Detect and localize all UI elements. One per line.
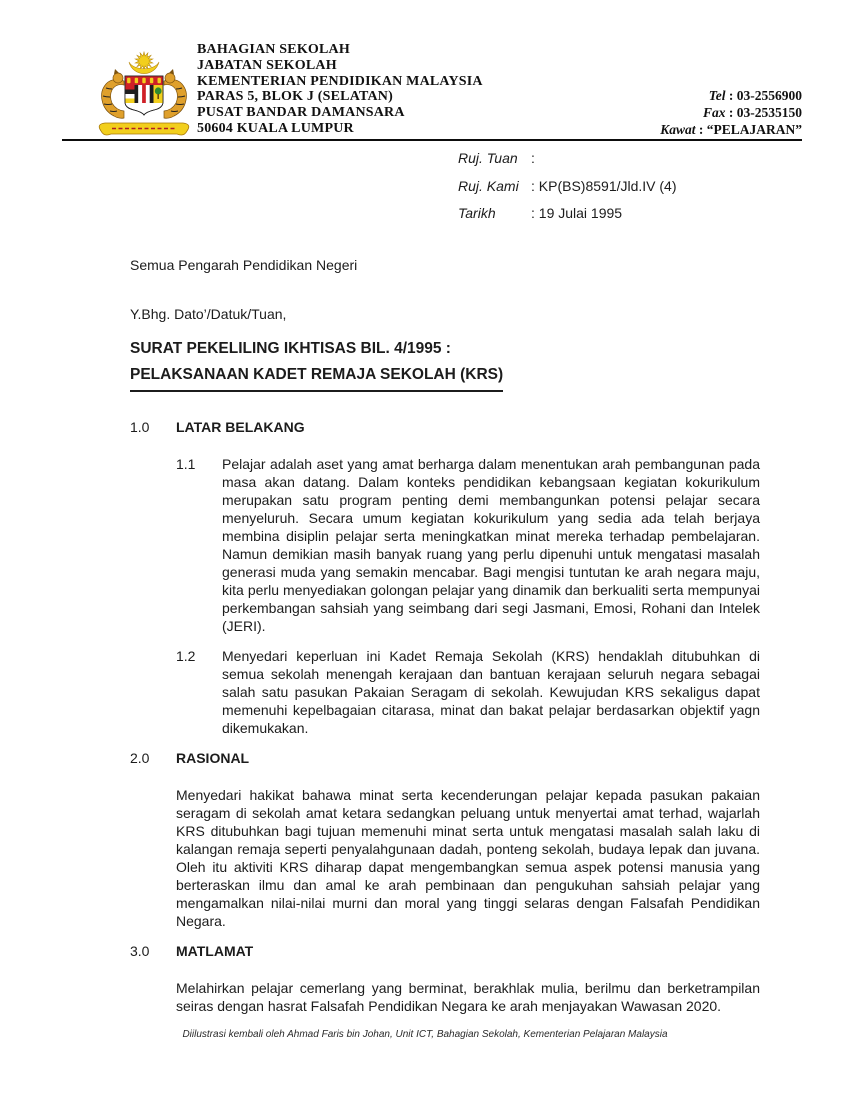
subsection-1-1 — [176, 455, 760, 635]
letterhead-org-line: BAHAGIAN SEKOLAH — [197, 42, 350, 57]
section-3-paragraph: Melahirkan pelajar cemerlang yang berminat, berakhlak mulia, berilmu dan berketrampilan seiras dengan hasrat Falsafah Pendidikan Negara ke arah menjayakan Wawasan 2020. — [176, 980, 760, 1014]
ruj-tuan-value: : — [531, 150, 535, 166]
letterhead-org-line: PUSAT BANDAR DAMANSARA — [197, 105, 405, 121]
ruj-kami-label: Ruj. Kami — [458, 177, 519, 194]
tel-label: Tel — [708, 88, 726, 103]
letterhead-org-block — [197, 42, 483, 137]
header-divider — [62, 139, 802, 141]
letterhead-tel-line — [660, 87, 802, 104]
fax-label: Fax — [702, 105, 726, 120]
fax-value: : 03-2535150 — [725, 105, 802, 120]
letterhead-org-line: PARAS 5, BLOK J (SELATAN) — [197, 89, 393, 105]
subsection-1-2-number: 1.2 — [176, 648, 196, 664]
letterhead-kawat-line — [660, 121, 802, 138]
letterhead-org-line: KEMENTERIAN PENDIDIKAN MALAYSIA — [197, 73, 483, 89]
tarikh-row — [458, 204, 677, 222]
section-2-number: 2.0 — [130, 750, 150, 766]
crest-container — [93, 50, 195, 147]
tarikh-label: Tarikh — [458, 205, 496, 221]
subsection-1-2-text: Menyedari keperluan ini Kadet Remaja Sekolah (KRS) hendaklah ditubuhkan di semua sekolah menengah kerajaan dan bantuan kerajaan seluruh negara sebagai salah satu pasukan Pakaian Seragam di sekolah. Kewujudan KRS sekaligus dapat memenuhi kepelbagaian citarasa, minat dan bakat pelajar berdasarkan objektif yagn dikemukakan. — [222, 648, 760, 736]
ruj-kami-value: : KP(BS)8591/Jld.IV (4) — [531, 177, 677, 194]
section-1-number: 1.0 — [130, 419, 150, 435]
crest-star — [135, 52, 153, 70]
malaysia-coat-of-arms-icon — [93, 50, 195, 147]
salutation-line: Y.Bhg. Dato’/Datuk/Tuan, — [130, 306, 287, 322]
section-1-heading: LATAR BELAKANG — [176, 419, 305, 435]
section-3-heading-row — [130, 942, 760, 960]
footer-credit: Diilustrasi kembali oleh Ahmad Faris bin Johan, Unit ICT, Bahagian Sekolah, Kementerian Pelajaran Malaysia — [182, 1029, 668, 1040]
letterhead-org-line: JABATAN SEKOLAH — [197, 57, 337, 73]
letterhead-fax-line — [660, 104, 802, 121]
ruj-tuan-row — [458, 149, 677, 167]
recipient-line: Semua Pengarah Pendidikan Negeri — [130, 257, 358, 273]
letter-title-line2: PELAKSANAAN KADET REMAJA SEKOLAH (KRS) — [130, 362, 503, 392]
subsection-1-1-text: Pelajar adalah aset yang amat berharga dalam menentukan arah pembangunan pada masa akan datang. Dalam konteks pendidikan kebangsaan kegiatan kokurikulum merupakan satu program penting demi membangunkan potensi pelajar secara menyeluruh. Secara umum kegiatan kokurikulum yang sedia ada telah berjaya membina disiplin pelajar serta meningkatkan minat mereka terhadap pembelajaran. Namun demikian masih banyak ruang yang perlu dipenuhi untuk mengatasi masalah generasi muda yang semakin mencabar. Bagi mengisi tuntutan ke arah negara maju, kita perlu menyediakan golongan pelajar yang dinamik dan berkualiti serta mempunyai perkembangan sahsiah yang seimbang dari segi Jasmani, Emosi, Rohani dan Intelek (JERI). — [222, 456, 760, 634]
ruj-tuan-label: Ruj. Tuan — [458, 150, 518, 166]
section-2-heading-row — [130, 749, 760, 767]
crest-tiger-left — [102, 69, 125, 118]
tel-value: : 03-2556900 — [725, 88, 802, 103]
letterhead-contact-block — [660, 87, 802, 138]
section-3-heading: MATLAMAT — [176, 943, 254, 959]
subsection-1-1-number: 1.1 — [176, 456, 196, 472]
section-3-number: 3.0 — [130, 943, 150, 959]
kawat-value: : “PELAJARAN” — [695, 122, 802, 137]
section-2-heading: RASIONAL — [176, 750, 250, 766]
crest-shield — [125, 76, 163, 115]
letterhead-org-line: 50604 KUALA LUMPUR — [197, 120, 354, 136]
reference-block — [458, 149, 677, 232]
section-1-heading-row — [130, 418, 760, 436]
crest-tiger-right — [164, 69, 187, 118]
letter-title — [130, 336, 760, 392]
letter-body — [130, 256, 760, 1027]
crest-scroll — [99, 123, 189, 135]
kawat-label: Kawat — [660, 122, 696, 137]
subsection-1-2 — [176, 647, 760, 737]
section-2-paragraph: Menyedari hakikat bahawa minat serta kecenderungan pelajar kepada pasukan pakaian seragam di sekolah amat ketara sedangkan peluang untuk menyertai amat terhad, wajarlah KRS ditubuhkan bagi tujuan memenuhi minat serta untuk mengatasi masalah salah laku di kalangan remaja seperti penyalahgunaan dadah, ponteng sekolah, budaya lepak dan juvana. Oleh itu aktiviti KRS diharap dapat mengembangkan semua aspek potensi manusia yang berteraskan ilmu dan amal ke arah pembinaan dan pengukuhan sahsiah pelajar yang mengamalkan nilai-nilai murni dan moral yang tinggi selaras dengan Falsafah Pendidikan Negara. — [176, 787, 760, 929]
letter-title-line1: SURAT PEKELILING IKHTISAS BIL. 4/1995 : — [130, 340, 451, 357]
tarikh-value: : 19 Julai 1995 — [531, 205, 623, 221]
ruj-kami-row — [458, 177, 677, 195]
